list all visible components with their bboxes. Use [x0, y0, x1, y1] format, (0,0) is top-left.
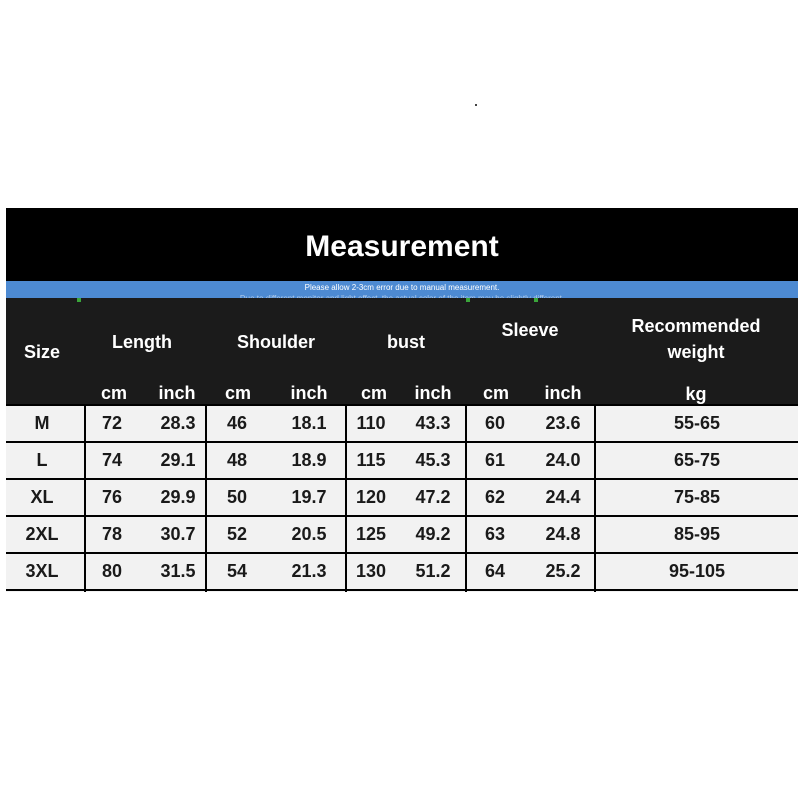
unit-shoulder-inch: inch — [290, 382, 328, 403]
table-row — [6, 406, 798, 443]
cell-length-cm: 80 — [101, 561, 123, 581]
cell-weight: 55-65 — [673, 413, 721, 433]
unit-bust-inch: inch — [414, 382, 452, 403]
cell-weight: 75-85 — [673, 487, 721, 507]
unit-length-cm: cm — [100, 382, 127, 403]
cell-size: M — [34, 413, 50, 433]
unit-weight-kg: kg — [685, 383, 707, 404]
header-shoulder: Shoulder — [236, 331, 315, 352]
header-bust: bust — [387, 331, 425, 352]
cell-size: 3XL — [25, 561, 59, 581]
cell-bust-cm: 125 — [355, 524, 387, 544]
decorative-dot — [534, 298, 538, 302]
cell-sleeve-cm: 63 — [484, 524, 506, 544]
cell-bust-inch: 47.2 — [415, 487, 451, 507]
column-divider — [205, 406, 207, 592]
cell-shoulder-inch: 18.9 — [291, 450, 327, 470]
cell-sleeve-cm: 64 — [484, 561, 506, 581]
cell-weight: 95-105 — [668, 561, 726, 581]
stray-dot — [475, 104, 477, 106]
decorative-dot — [466, 298, 470, 302]
table-row — [6, 554, 798, 591]
cell-length-inch: 28.3 — [160, 413, 196, 433]
column-divider — [465, 406, 467, 592]
unit-bust-cm: cm — [360, 382, 387, 403]
unit-sleeve-inch: inch — [544, 382, 582, 403]
unit-length-inch: inch — [158, 382, 196, 403]
cell-length-inch: 30.7 — [160, 524, 196, 544]
cell-sleeve-inch: 24.0 — [545, 450, 581, 470]
table-row — [6, 443, 798, 480]
cell-sleeve-cm: 61 — [484, 450, 506, 470]
cell-length-inch: 29.9 — [160, 487, 196, 507]
column-divider — [345, 406, 347, 592]
column-divider — [594, 406, 596, 592]
unit-sleeve-cm: cm — [482, 382, 509, 403]
unit-shoulder-cm: cm — [224, 382, 251, 403]
header-recommended-weight: Recommended weight — [631, 316, 761, 362]
cell-sleeve-cm: 60 — [484, 413, 506, 433]
cell-shoulder-inch: 18.1 — [291, 413, 327, 433]
measurement-table — [6, 208, 798, 592]
cell-length-cm: 72 — [101, 413, 123, 433]
cell-bust-inch: 43.3 — [415, 413, 451, 433]
cell-shoulder-cm: 46 — [226, 413, 248, 433]
table-row — [6, 517, 798, 554]
cell-sleeve-cm: 62 — [484, 487, 506, 507]
disclaimer-line-1: Please allow 2-3cm error due to manual measurement. — [304, 283, 500, 292]
table-body — [6, 406, 798, 592]
cell-bust-inch: 51.2 — [415, 561, 451, 581]
cell-shoulder-cm: 54 — [226, 561, 248, 581]
column-divider — [84, 406, 86, 592]
cell-bust-cm: 120 — [355, 487, 387, 507]
cell-bust-cm: 130 — [355, 561, 387, 581]
cell-length-inch: 31.5 — [160, 561, 196, 581]
table-title: Measurement — [6, 208, 798, 281]
cell-weight: 65-75 — [673, 450, 721, 470]
cell-size: L — [36, 450, 48, 470]
cell-length-inch: 29.1 — [160, 450, 196, 470]
cell-shoulder-inch: 19.7 — [291, 487, 327, 507]
header-sleeve: Sleeve — [501, 319, 559, 340]
cell-length-cm: 74 — [101, 450, 123, 470]
cell-bust-cm: 110 — [356, 413, 386, 433]
cell-size: 2XL — [25, 524, 59, 544]
disclaimer-banner — [6, 281, 798, 298]
cell-shoulder-cm: 52 — [226, 524, 248, 544]
cell-bust-inch: 45.3 — [415, 450, 451, 470]
cell-sleeve-inch: 25.2 — [545, 561, 581, 581]
header-size: Size — [23, 341, 61, 362]
cell-shoulder-cm: 48 — [226, 450, 248, 470]
table-row — [6, 480, 798, 517]
cell-sleeve-inch: 24.8 — [545, 524, 581, 544]
cell-length-cm: 76 — [101, 487, 123, 507]
cell-bust-cm: 115 — [356, 450, 386, 470]
cell-sleeve-inch: 23.6 — [545, 413, 581, 433]
cell-size: XL — [30, 487, 54, 507]
cell-sleeve-inch: 24.4 — [545, 487, 581, 507]
header-length: Length — [112, 331, 172, 352]
cell-shoulder-cm: 50 — [226, 487, 248, 507]
cell-length-cm: 78 — [101, 524, 123, 544]
cell-shoulder-inch: 21.3 — [291, 561, 327, 581]
table-header — [6, 298, 798, 406]
cell-shoulder-inch: 20.5 — [291, 524, 327, 544]
cell-weight: 85-95 — [673, 524, 721, 544]
cell-bust-inch: 49.2 — [415, 524, 451, 544]
